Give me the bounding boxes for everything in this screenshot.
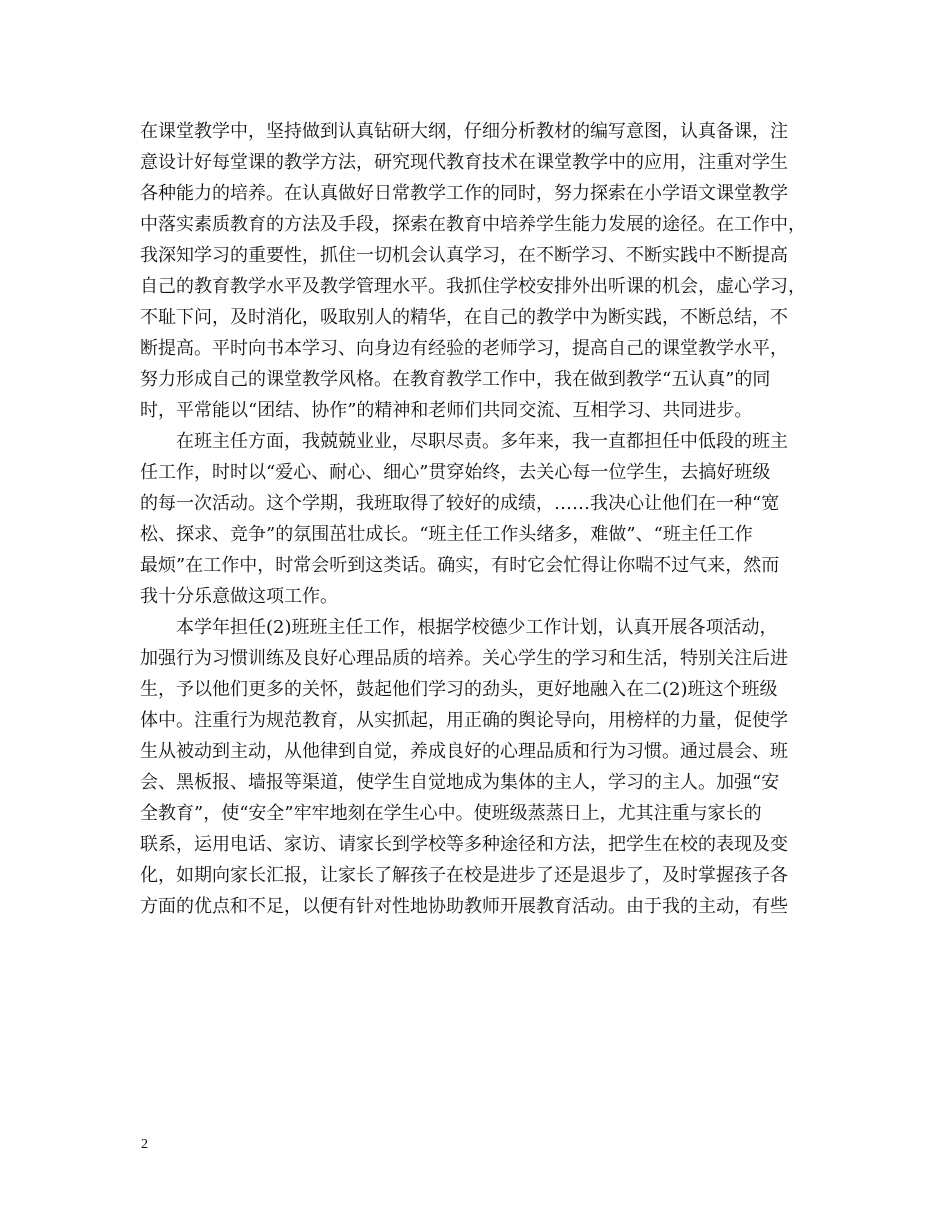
text-line: 在课堂教学中，坚持做到认真钻研大纲，仔细分析教材的编写意图，认真备课，注	[140, 121, 788, 142]
text-line: 最烦”在工作中，时常会听到这类话。确实，有时它会忙得让你喘不过气来，然而	[140, 555, 780, 576]
text-line: 联系，运用电话、家访、请家长到学校等多种途径和方法，把学生在校的表现及变	[140, 834, 788, 855]
text-line: 意设计好每堂课的教学方法，研究现代教育技术在课堂教学中的应用，注重对学生	[140, 152, 788, 173]
text-line: 断提高。平时向书本学习、向身边有经验的老师学习，提高自己的课堂教学水平，	[140, 338, 788, 359]
paragraph-3	[140, 612, 820, 922]
text-line: 体中。注重行为规范教育，从实抓起，用正确的舆论导向，用榜样的力量，促使学	[140, 710, 788, 731]
text-line: 中落实素质教育的方法及手段，探索在教育中培养学生能力发展的途径。在工作中，	[140, 214, 806, 235]
text-line: 不耻下问，及时消化，吸取别人的精华，在自己的教学中为断实践，不断总结，不	[140, 307, 788, 328]
paragraph-1	[140, 116, 820, 426]
text-line: 我十分乐意做这项工作。	[140, 586, 338, 607]
text-line: 任工作，时时以“爱心、耐心、细心”贯穿始终，去关心每一位学生，去搞好班级	[140, 462, 771, 483]
text-line: 的每一次活动。这个学期，我班取得了较好的成绩，……我决心让他们在一种“宽	[140, 493, 780, 514]
text-line-first: 本学年担任(2)班班主任工作，根据学校德少工作计划，认真开展各项活动，	[176, 617, 778, 638]
text-line: 各种能力的培养。在认真做好日常教学工作的同时，努力探索在小学语文课堂教学	[140, 183, 788, 204]
paragraph-2	[140, 426, 820, 612]
text-line: 生从被动到主动，从他律到自觉，养成良好的心理品质和行为习惯。通过晨会、班	[140, 741, 788, 762]
text-line: 我深知学习的重要性，抓住一切机会认真学习，在不断学习、不断实践中不断提高	[140, 245, 788, 266]
text-line: 自己的教育教学水平及教学管理水平。我抓住学校安排外出听课的机会，虚心学习，	[140, 276, 806, 297]
text-line: 化，如期向家长汇报，让家长了解孩子在校是进步了还是退步了，及时掌握孩子各	[140, 865, 788, 886]
text-line: 会、黑板报、墙报等渠道，使学生自觉地成为集体的主人，学习的主人。加强“安	[140, 772, 780, 793]
text-line: 时，平常能以“团结、协作”的精神和老师们共同交流、互相学习、共同进步。	[140, 400, 753, 421]
page-number: 2	[141, 1137, 148, 1152]
text-line: 努力形成自己的课堂教学风格。在教育教学工作中，我在做到教学“五认真”的同	[140, 369, 771, 390]
document-body	[140, 116, 820, 922]
text-line: 松、探求、竞争”的氛围茁壮成长。“班主任工作头绪多，难做”、“班主任工作	[140, 524, 753, 545]
text-line: 方面的优点和不足，以便有针对性地协助教师开展教育活动。由于我的主动，有些	[140, 896, 788, 917]
text-line: 加强行为习惯训练及良好心理品质的培养。关心学生的学习和生活，特别关注后进	[140, 648, 788, 669]
text-line: 全教育”，使“安全”牢牢地刻在学生心中。使班级蒸蒸日上，尤其注重与家长的	[140, 803, 762, 824]
text-line-first: 在班主任方面，我兢兢业业，尽职尽责。多年来，我一直都担任中低段的班主	[176, 431, 788, 452]
text-line: 生，予以他们更多的关怀，鼓起他们学习的劲头，更好地融入在二(2)班这个班级	[140, 679, 778, 700]
